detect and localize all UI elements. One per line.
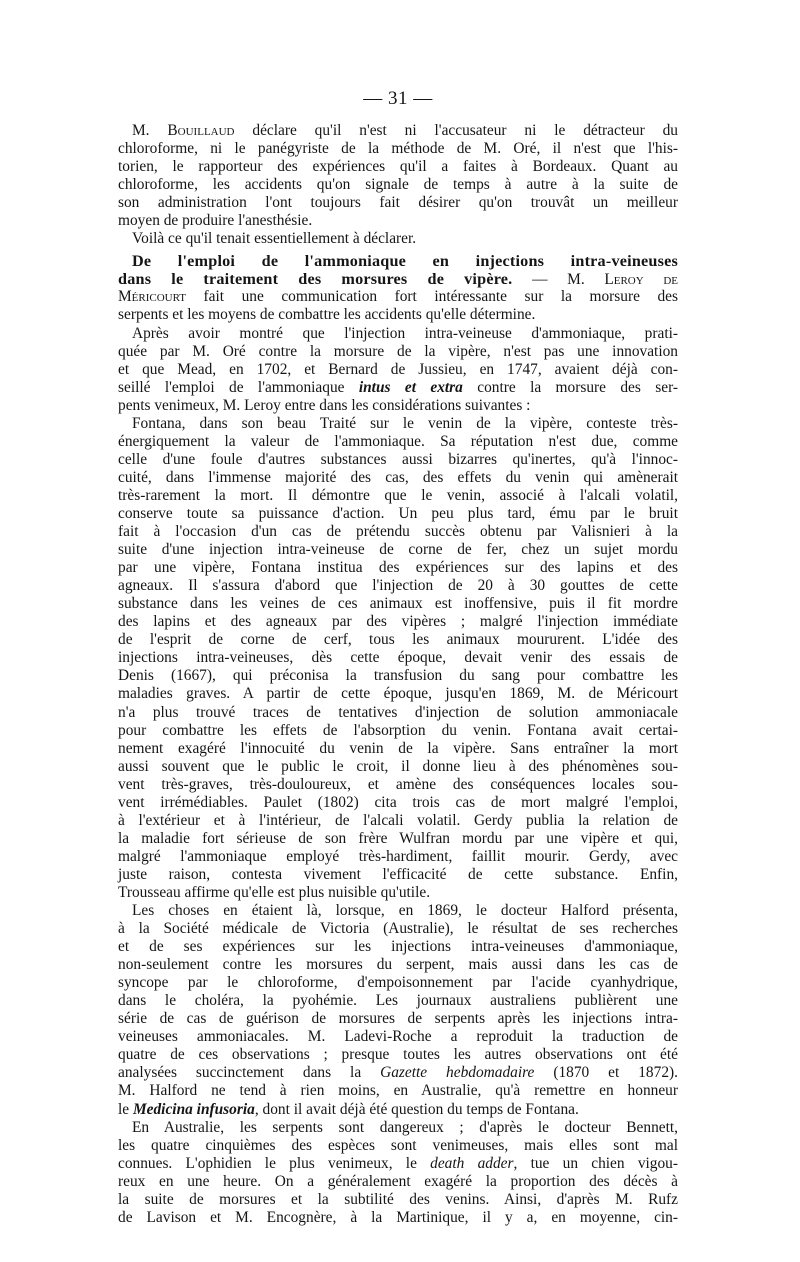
text-line: [118, 577, 678, 595]
text-line: [118, 559, 678, 577]
text-line: [118, 252, 678, 270]
section-heading-text: dans le traitement des morsures de vipère.: [118, 270, 513, 289]
text-segment: maladies graves. A partir de cette époque, jusqu'en 1869, M. de Méricourt: [118, 685, 678, 703]
text-line: [118, 1010, 678, 1028]
text-segment: pents venimeux, M. Leroy entre dans les considérations suivantes :: [118, 396, 531, 414]
text-segment: chloroforme, les accidents qu'on signale de temps à autre à la suite de: [118, 176, 678, 194]
text-segment: Trousseau affirme qu'elle est plus nuisible qu'utile.: [118, 883, 431, 901]
text-line: [118, 469, 678, 487]
text-segment: — M.: [512, 271, 605, 289]
text-segment: juste raison, contesta vivement l'efficacité de cette substance. Enfin,: [118, 865, 678, 883]
text-segment: torien, le rapporteur des expériences qu'il a faites à Bordeaux. Quant au: [118, 158, 678, 176]
text-segment: seillé l'emploi de l'ammoniaque: [118, 378, 359, 396]
text-line: [118, 487, 678, 505]
text-line: [118, 523, 678, 541]
text-line: [118, 1209, 678, 1227]
text-segment: intus et extra: [358, 378, 463, 396]
text-segment: moyen de produire l'anesthésie.: [118, 212, 313, 230]
text-segment: de l'esprit de corne de cerf, tous les animaux moururent. L'idée des: [118, 631, 678, 649]
text-segment: chloroforme, ni le panégyriste de la méthode de M. Oré, il n'est que l'his-: [118, 140, 678, 158]
text-line: [118, 1101, 678, 1119]
text-line: [118, 270, 678, 288]
text-line: [118, 1064, 678, 1082]
text-line: [118, 920, 678, 938]
text-segment: par une vipère, Fontana institua des expériences sur des lapins et des: [118, 559, 678, 577]
text-line: [118, 415, 678, 433]
text-segment: déclare qu'il n'est ni l'accusateur ni le détracteur du: [234, 122, 678, 139]
text-segment: quée par M. Oré contre la morsure de la vipère, n'est pas une innovation: [118, 342, 678, 360]
text-line: [118, 974, 678, 992]
text-line: [118, 230, 678, 248]
text-segment: substance dans les veines de ces animaux est inoffensive, puis il fit mordre: [118, 595, 678, 613]
text-line: [118, 1137, 678, 1155]
text-line: [118, 361, 678, 379]
text-segment: death adder: [430, 1154, 514, 1172]
text-segment: En Australie, les serpents sont dangereux ; d'après le docteur Bennett,: [132, 1118, 678, 1136]
text-line: [118, 1191, 678, 1209]
text-segment: vent très-graves, très-douloureux, et amène des conséquences locales sou-: [118, 775, 678, 793]
text-segment: M. Halford ne tend à rien moins, en Australie, qu'à remettre en honneur: [118, 1082, 678, 1100]
text-segment: dans le choléra, la pyohémie. Les journaux australiens publièrent une: [118, 992, 678, 1010]
text-segment: analysées succinctement dans la: [118, 1064, 381, 1082]
text-segment: à l'extérieur et à l'intérieur, de l'alcali volatil. Gerdy publia la relation de: [118, 811, 678, 829]
text-line: [118, 212, 678, 230]
text-line: [118, 866, 678, 884]
text-line: [118, 176, 678, 194]
text-segment: Leroy de: [604, 271, 678, 289]
text-segment: malgré l'ammoniaque employé très-hardiment, faillit mourir. Gerdy, avec: [118, 847, 678, 865]
text-segment: la maladie fort sérieuse de son frère Wulfran mordu par une vipère et qui,: [118, 829, 678, 847]
text-line: [118, 794, 678, 812]
text-line: [118, 1155, 678, 1173]
text-segment: les quatre cinquièmes des espèces sont venimeuses, mais elles sont mal: [118, 1136, 678, 1154]
text-line: [118, 1046, 678, 1064]
text-segment: serpents et les moyens de combattre les accidents qu'elle détermine.: [118, 306, 536, 324]
text-segment: M.: [132, 122, 168, 139]
text-line: [118, 704, 678, 722]
text-line: [118, 667, 678, 685]
page-number: — 31 —: [363, 88, 433, 109]
text-segment: Fontana, dans son beau Traité sur le venin de la vipère, conteste très-: [132, 414, 678, 432]
text-segment: contre la morsure des ser-: [462, 378, 679, 396]
text-segment: fait une communication fort intéressante sur la morsure des: [186, 288, 678, 306]
text-segment: suite d'une injection intra-veineuse de corne de fer, chez un sujet mordu: [118, 541, 678, 559]
text-line: [118, 343, 678, 361]
text-line: [118, 541, 678, 559]
text-segment: son administration l'ont toujours fait désirer qu'on trouvât un meilleur: [118, 194, 678, 212]
text-segment: aussi souvent que le public le croit, il donne lieu à des phénomènes sou-: [118, 757, 678, 775]
text-segment: Denis (1667), qui préconisa la transfusion du sang pour combattre les: [118, 667, 678, 685]
text-line: [118, 722, 678, 740]
text-segment: nement exagéré l'innocuité du venin de la vipère. Sans entraîner la mort: [118, 739, 678, 757]
text-line: [118, 140, 678, 158]
body-text: [118, 122, 678, 1227]
text-segment: , dont il avait déjà été question du temps de Fontana.: [254, 1100, 579, 1118]
text-line: [118, 649, 678, 667]
text-line: [118, 1082, 678, 1100]
section-heading-text: De l'emploi de l'ammoniaque en injections intra-veineuses: [132, 252, 678, 271]
text-segment: pour combattre les effets de l'absorption du venin. Fontana avait certai-: [118, 721, 678, 739]
text-line: [118, 740, 678, 758]
text-line: [118, 685, 678, 703]
text-line: [118, 848, 678, 866]
text-line: [118, 451, 678, 469]
text-line: [118, 812, 678, 830]
text-segment: veineuses ammoniacales. M. Ladevi-Roche a reproduit la traduction de: [118, 1028, 678, 1046]
text-segment: Les choses en étaient là, lorsque, en 1869, le docteur Halford présenta,: [132, 902, 678, 920]
text-segment: Méricourt: [118, 288, 187, 306]
text-line: [118, 194, 678, 212]
text-line: [118, 938, 678, 956]
text-line: [118, 158, 678, 176]
text-segment: syncope par le chloroforme, d'empoisonnement par l'acide cyanhydrique,: [118, 974, 678, 992]
text-line: [118, 1173, 678, 1191]
text-line: [118, 776, 678, 794]
text-segment: énergiquement la valeur de l'ammoniaque. Sa réputation n'est due, comme: [118, 432, 678, 450]
text-segment: , tue un chien vigou-: [513, 1154, 678, 1172]
book-page: [118, 86, 678, 1227]
text-line: [118, 631, 678, 649]
text-segment: à la Société médicale de Victoria (Australie), le résultat de ses recherches: [118, 920, 678, 938]
text-segment: Bouillaud: [167, 122, 235, 139]
text-segment: le: [118, 1100, 133, 1118]
text-line: [118, 902, 678, 920]
text-line: [118, 122, 678, 140]
text-segment: Après avoir montré que l'injection intra-veineuse d'ammoniaque, prati-: [132, 324, 678, 342]
text-segment: n'a plus trouvé traces de tentatives d'injection de solution ammoniacale: [118, 703, 678, 721]
text-line: [118, 306, 678, 324]
text-line: [118, 758, 678, 776]
text-segment: (1870 et 1872).: [534, 1064, 678, 1082]
text-line: [118, 992, 678, 1010]
text-segment: non-seulement contre les morsures du serpent, mais aussi dans les cas de: [118, 956, 678, 974]
text-segment: et de ses expériences sur les injections intra-veineuses d'ammoniaque,: [118, 938, 678, 956]
text-segment: connues. L'ophidien le plus venimeux, le: [118, 1154, 431, 1172]
text-segment: Voilà ce qu'il tenait essentiellement à déclarer.: [132, 230, 417, 248]
text-line: [118, 884, 678, 902]
text-segment: série de cas de guérison de morsures de serpents après les injections intra-: [118, 1010, 678, 1028]
text-line: [118, 613, 678, 631]
text-segment: quatre de ces observations ; presque toutes les autres observations ont été: [118, 1046, 678, 1064]
text-segment: Medicina infusoria: [132, 1100, 255, 1118]
text-line: [118, 325, 678, 343]
text-line: [118, 1028, 678, 1046]
text-line: [118, 1119, 678, 1137]
text-line: [118, 595, 678, 613]
text-line: [118, 956, 678, 974]
text-segment: celle d'une foule d'autres substances aussi bizarres qu'inertes, qu'à l'innoc-: [118, 450, 678, 468]
text-segment: conserve toute sa puissance d'action. Un peu plus tard, ému par le bruit: [118, 504, 678, 522]
text-segment: des lapins et des agneaux par des vipères ; malgré l'injection immédiate: [118, 613, 678, 631]
text-segment: reux en une heure. On a généralement exagéré la proportion des décès à: [118, 1172, 678, 1190]
text-segment: la suite de morsures et la subtilité des venins. Ainsi, d'après M. Rufz: [118, 1190, 678, 1208]
text-line: [118, 288, 678, 306]
text-segment: cuité, dans l'immense majorité des cas, des effets du venin qui amènerait: [118, 468, 678, 486]
text-line: [118, 433, 678, 451]
text-segment: vent irrémédiables. Paulet (1802) cita trois cas de mort malgré l'emploi,: [118, 793, 678, 811]
text-line: [118, 397, 678, 415]
text-line: [118, 830, 678, 848]
text-segment: et que Mead, en 1702, et Bernard de Jussieu, en 1747, avaient déjà con-: [118, 360, 678, 378]
text-segment: très-rarement la mort. Il démontre que le venin, associé à l'alcali volatil,: [118, 486, 678, 504]
text-segment: injections intra-veineuses, dès cette époque, devait venir des essais de: [118, 649, 678, 667]
text-segment: agneaux. Il s'assura d'abord que l'injection de 20 à 30 gouttes de cette: [118, 577, 678, 595]
text-line: [118, 505, 678, 523]
text-line: [118, 379, 678, 397]
text-segment: fait à l'occasion d'un cas de prétendu succès obtenu par Valisnieri à la: [118, 523, 678, 541]
text-segment: Gazette hebdomadaire: [380, 1064, 535, 1082]
text-segment: de Lavison et M. Encognère, à la Martinique, il y a, en moyenne, cin-: [118, 1208, 678, 1226]
